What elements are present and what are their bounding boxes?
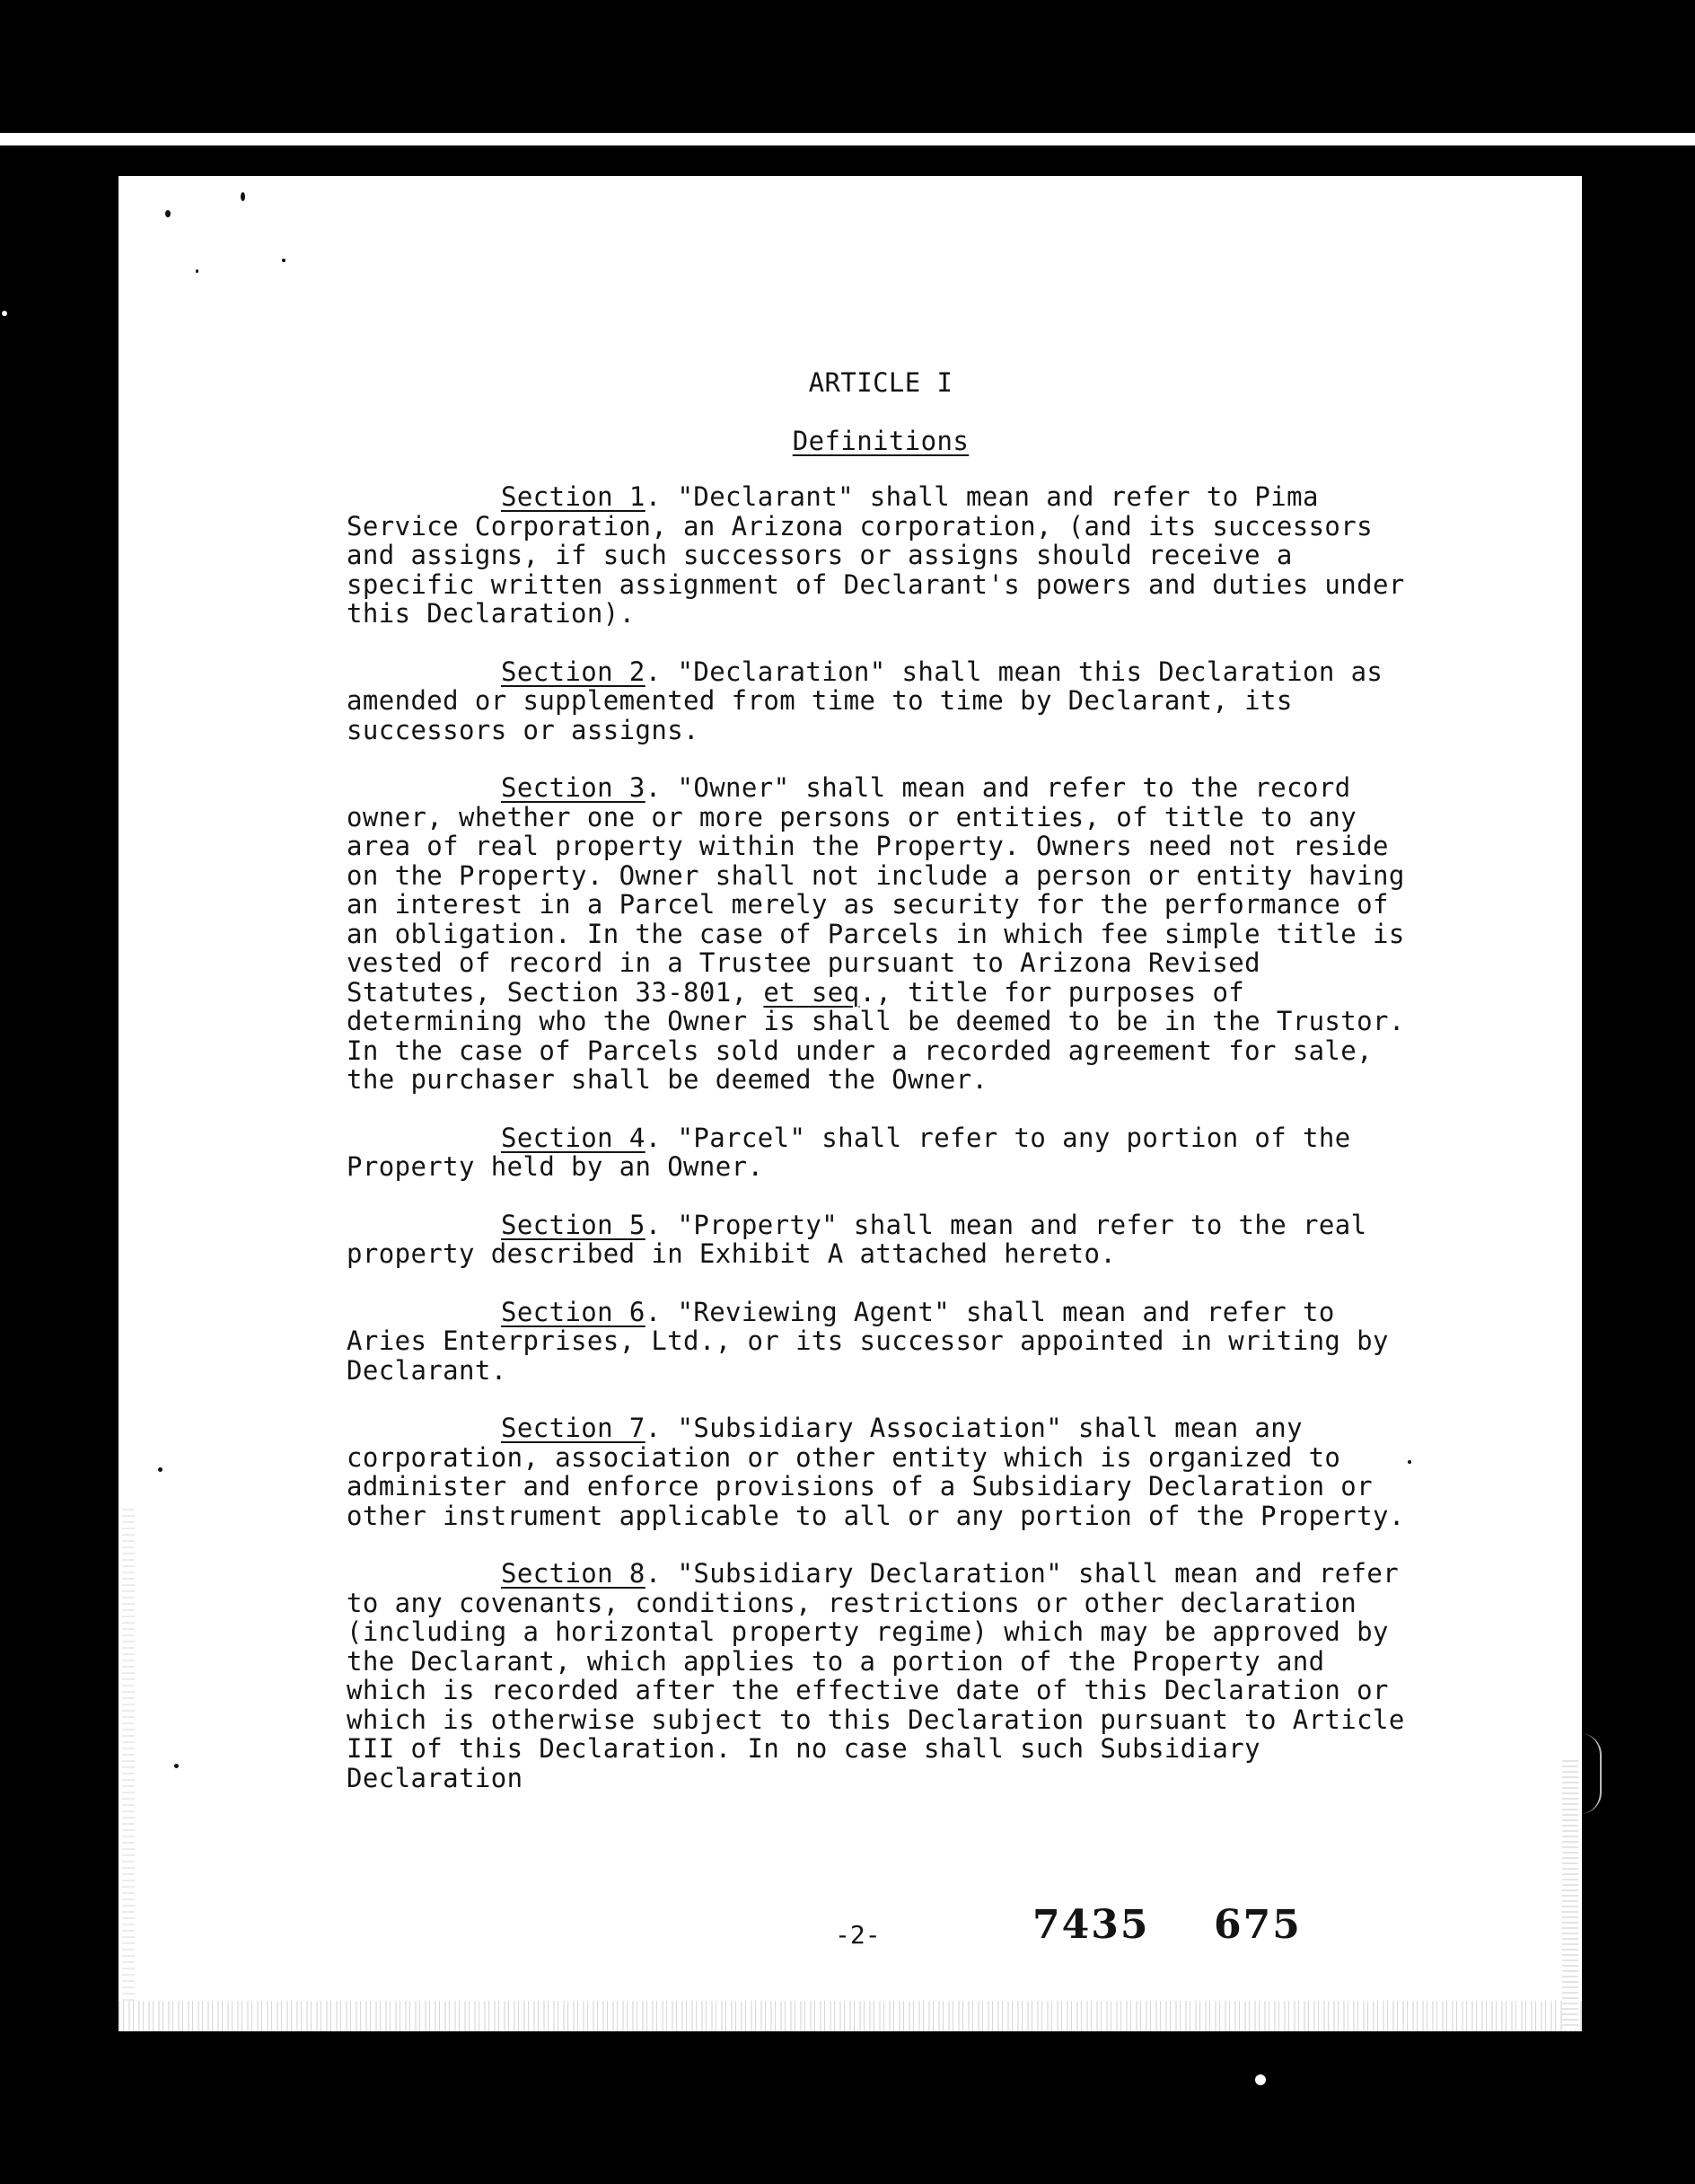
section-text: ., title for purposes of determining who the Owner is shall be deemed to be in the Trustor. In the case of Parcels sold under a recorded agreement for sale, the purchaser shall be deemed the Owner. [347,976,1405,1095]
section-text: . "Declarant" shall mean and refer to Pima Service Corporation, an Arizona corporation, (and its successors and assigns, if such successors or assigns should receive a specific written assignment of Declarant's powers and duties under this Declaration). [347,481,1405,629]
scan-border-band [0,133,1695,145]
section-6 [347,1298,1415,1386]
section-label: Section 2 [501,656,646,687]
definitions-heading [347,427,1415,456]
section-text: . "Owner" shall mean and refer to the record owner, whether one or more persons or entities, of title to any area of real property within the Property. Owners need not reside on the Property. Owner shall not include a person or entity having an interest in a Parcel merely as security for the performance of an obligation. In the case of Parcels in which fee simple title is vested of record in a Trustee pursuant to Arizona Revised Statutes, Section 33-801, [347,772,1405,1008]
scan-speck [241,192,245,201]
scan-noise-right [1562,1760,1578,2030]
section-label: Section 4 [501,1122,646,1153]
margin-bracket-mark [1580,1733,1602,1814]
section-label: Section 5 [501,1209,646,1240]
document-body [347,368,1415,1792]
scan-speck [158,1467,162,1472]
section-text: . "Property" shall mean and refer to the real property described in Exhibit A attached hereto. [347,1209,1367,1269]
section-text: . "Declaration" shall mean this Declaration as amended or supplemented from time to time by Declarant, its successors or assigns. [347,656,1383,745]
scan-speck [282,259,285,262]
scan-noise-bottom [119,2001,1582,2031]
definitions-heading-text: Definitions [792,425,970,456]
section-label: Section 6 [501,1296,646,1327]
latin-emphasis: et seq [763,976,860,1008]
scan-speck [2,311,7,316]
section-4 [347,1123,1415,1182]
section-2 [347,657,1415,745]
section-3 [347,773,1415,1095]
section-text: . "Subsidiary Declaration" shall mean and refer to any covenants, conditions, restrictions or other declaration (including a horizontal property regime) which may be approved by the Declarant, which applies to a portion of the Property and which is recorded after the effective date of this Declaration or which is otherwise subject to this Declaration pursuant to Article III of this Declaration. In no case shall such Subsidiary Declaration [347,1558,1405,1793]
section-label: Section 8 [501,1558,646,1589]
section-7 [347,1413,1415,1530]
recording-book-number: 7435 [1032,1902,1150,1948]
section-label: Section 7 [501,1413,646,1443]
section-5 [347,1211,1415,1269]
scan-speck [174,1764,179,1768]
section-8 [347,1559,1415,1792]
scan-speck [196,269,198,273]
scan-speck [165,210,171,217]
recording-page-number: 675 [1214,1902,1302,1948]
article-title: ARTICLE I [808,367,953,398]
scan-noise-left [122,1509,135,2030]
section-label: Section 3 [501,772,646,803]
page-number: -2- [835,1920,881,1950]
scan-speck [1255,2074,1266,2085]
section-1 [347,482,1415,629]
section-label: Section 1 [501,481,646,512]
section-text: . "Reviewing Agent" shall mean and refer to Aries Enterprises, Ltd., or its successor appointed in writing by Declarant. [347,1296,1389,1386]
section-text: . "Parcel" shall refer to any portion of the Property held by an Owner. [347,1122,1351,1182]
section-text: . "Subsidiary Association" shall mean any corporation, association or other entity which is organized to administer and enforce provisions of a Subsidiary Declaration or other instrument applicable to all or any portion of the Property. [347,1413,1405,1531]
